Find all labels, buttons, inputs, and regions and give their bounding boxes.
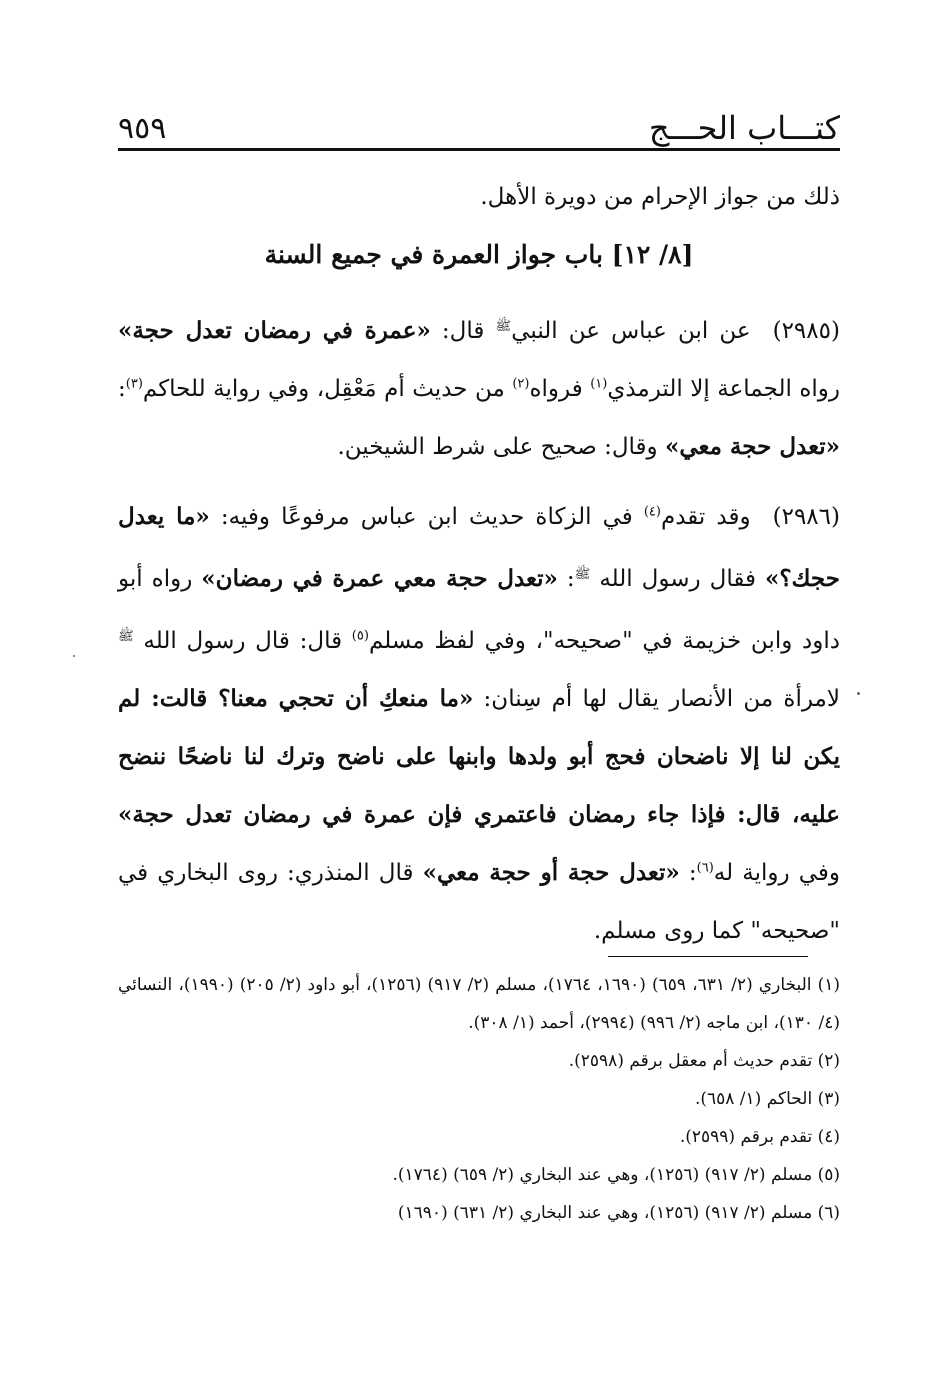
- footnote-ref: (٥): [351, 628, 369, 644]
- intro-line: ذلك من جواز الإحرام من دويرة الأهل.: [480, 184, 840, 210]
- footnote-ref: (٢): [512, 376, 530, 392]
- honorific-glyph: ﷺ: [574, 567, 591, 582]
- hadith-2986: [118, 488, 840, 960]
- hadith-text: قال: قال رسول الله: [133, 628, 352, 654]
- hadith-quote: «تعدل حجة أو حجة معي»: [422, 859, 680, 886]
- hadith-number: (٢٩٨٦): [772, 504, 840, 530]
- footnote-ref: (٦): [696, 860, 714, 876]
- hadith-quote: «ما منعكِ أن تحجي معنا؟ قالت: لم يكن لنا إلا ناضحان فحج أبو ولدها وابنها على ناضح وترك لنا ناضحًا ننضح عليه، قال: فإذا جاء رمضان فاعتمري فإن عمرة في رمضان تعدل حجة»: [118, 685, 840, 828]
- hadith-text: قال المنذري: روى البخاري في "صحيحه" كما روى مسلم.: [118, 860, 840, 944]
- footnote-5: (٥) مسلم (٢/ ٩١٧) (١٢٥٦)، وهي عند البخاري (٢/ ٦٥٩) (١٧٦٤).: [392, 1165, 840, 1185]
- hadith-text: :: [679, 860, 697, 886]
- footnote-6: (٦) مسلم (٢/ ٩١٧) (١٢٥٦)، وهي عند البخاري (٢/ ٦٣١) (١٦٩٠): [397, 1203, 840, 1223]
- hadith-text: في الزكاة حديث ابن عباس مرفوعًا وفيه:: [209, 504, 644, 530]
- header-rule: [118, 148, 840, 151]
- footnote-2: (٢) تقدم حديث أم معقل برقم (٢٥٩٨).: [568, 1051, 840, 1071]
- footnote-3: (٣) الحاكم (١/ ٦٥٨).: [694, 1089, 840, 1109]
- footnote-ref: (٤): [643, 504, 661, 520]
- hadith-text: :: [557, 566, 575, 592]
- running-header: [118, 92, 840, 147]
- hadith-number: (٢٩٨٥): [772, 318, 840, 344]
- hadith-text: وقد تقدم: [660, 504, 751, 530]
- hadith-text: رواه الجماعة إلا الترمذي: [607, 376, 840, 402]
- hadith-text: :: [118, 376, 126, 402]
- book-title: كتـــاب الحـــج: [648, 109, 840, 147]
- hadith-text: فرواه: [529, 376, 591, 402]
- hadith-text: وقال: صحيح على شرط الشيخين.: [337, 434, 665, 460]
- section-heading: [٨/ ١٢] باب جواز العمرة في جميع السنة: [264, 240, 694, 269]
- hadith-text: فقال رسول الله: [590, 566, 765, 592]
- hadith-text: لامرأة من الأنصار يقال لها أم سِنان:: [473, 686, 840, 712]
- hadith-quote: «تعدل حجة معي»: [664, 433, 840, 460]
- hadith-text: رواه أبو داود وابن خزيمة في "صحيحه"، وفي لفظ مسلم: [118, 566, 841, 654]
- footnote-1: (١) البخاري (٢/ ٦٣١، ٦٥٩) (١٦٩٠، ١٧٦٤)، مسلم (٢/ ٩١٧) (١٢٥٦)، أبو داود (٢/ ٢٠٥) (١٩٩٠)، النسائي (٤/ ١٣٠)، ابن ماجه (٢/ ٩٩٦) (٢٩٩٤)، أحمد (١/ ٣٠٨).: [118, 975, 841, 1033]
- footnote-ref: (١): [590, 376, 608, 392]
- hadith-text: من حديث أم مَعْقِل، وفي رواية للحاكم: [142, 376, 513, 402]
- hadith-text: قال:: [430, 318, 496, 344]
- footnote-separator: [608, 956, 808, 957]
- footnotes: [118, 966, 840, 1232]
- main-text: [118, 168, 840, 960]
- hadith-2985: [118, 298, 840, 476]
- footnote-ref: (٣): [125, 376, 143, 392]
- page-number: ٩٥٩: [118, 111, 167, 146]
- footnote-4: (٤) تقدم برقم (٢٥٩٩).: [679, 1127, 840, 1147]
- scan-speck: [857, 692, 860, 695]
- scan-speck: [73, 655, 75, 657]
- hadith-text: عن ابن عباس عن النبي: [511, 318, 751, 344]
- hadith-quote: «تعدل حجة معي عمرة في رمضان»: [201, 565, 558, 592]
- hadith-text: وفي رواية له: [713, 860, 840, 886]
- hadith-quote: «عمرة في رمضان تعدل حجة»: [118, 317, 431, 344]
- hadith-quote: «ما يعدل حجك؟»: [118, 503, 840, 592]
- honorific-glyph: ﷺ: [118, 629, 134, 644]
- honorific-glyph: ﷺ: [495, 319, 512, 334]
